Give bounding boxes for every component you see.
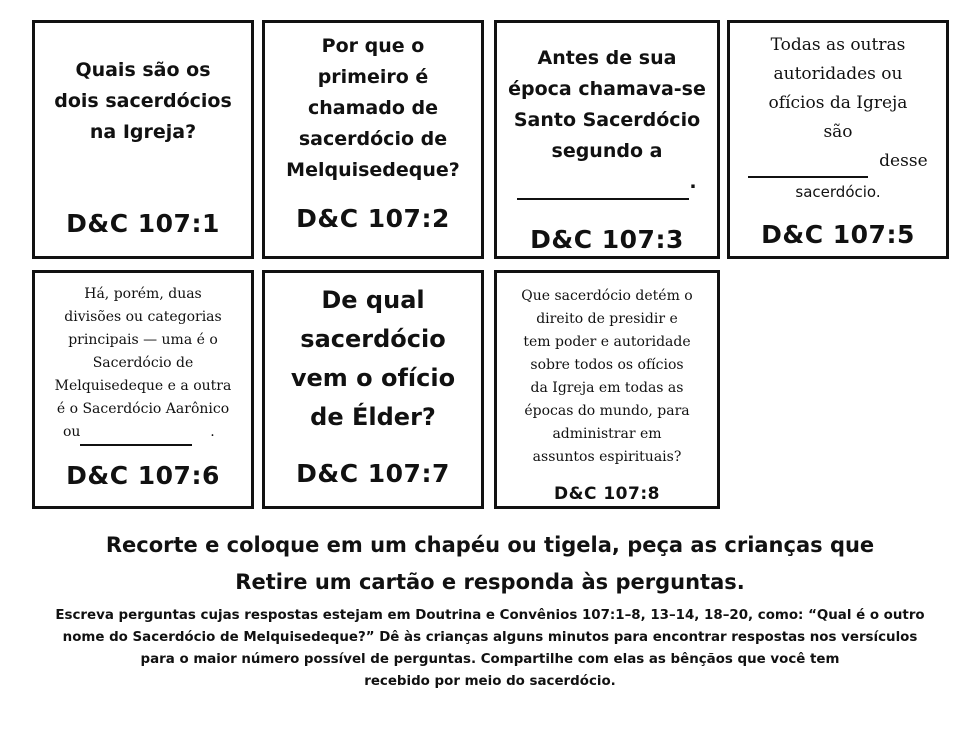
heading-line: Retire um cartão e responda às perguntas. <box>235 570 745 594</box>
question-line: ofícios da Igreja <box>768 93 908 113</box>
body-line: para o maior número possível de perguntas. Compartilhe com elas as bênçãos que você tem <box>140 652 840 667</box>
answer-blank <box>80 421 192 446</box>
question-line: assuntos espirituais? <box>532 449 682 465</box>
question-line: Melquisedeque e a outra <box>54 378 232 394</box>
card-question <box>265 31 481 186</box>
question-line: sobre todos os ofícios <box>530 357 684 373</box>
body-line: recebido por meio do sacerdócio. <box>364 674 616 689</box>
question-card <box>494 270 720 509</box>
scripture-reference: D&C 107:6 <box>66 461 220 490</box>
body-line: nome do Sacerdócio de Melquisedeque?” Dê às crianças alguns minutos para encontrar respostas nos versículos <box>62 630 918 645</box>
instructions-heading <box>0 527 980 601</box>
scripture-reference: D&C 107:8 <box>554 484 660 504</box>
answer-blank-line <box>497 167 717 200</box>
question-line: divisões ou categorias <box>64 309 222 325</box>
question-line: são <box>823 122 853 142</box>
question-card <box>262 270 484 509</box>
question-line: na Igreja? <box>89 121 197 143</box>
question-line: épocas do mundo, para <box>524 403 690 419</box>
question-line: Que sacerdócio detém o <box>521 288 693 304</box>
answer-blank-line <box>35 421 251 446</box>
blank-suffix: . <box>210 424 215 440</box>
question-card <box>727 20 949 259</box>
question-line: primeiro é <box>317 66 429 88</box>
card-question <box>497 43 717 200</box>
question-line: Antes de sua <box>537 47 677 69</box>
question-line: Santo Sacerdócio <box>513 109 701 131</box>
question-card <box>32 20 254 259</box>
card-question <box>497 285 717 469</box>
question-line: sacerdócio de <box>298 128 448 150</box>
card-question <box>730 31 946 207</box>
heading-line: Recorte e coloque em um chapéu ou tigela, peça as crianças que <box>105 533 875 557</box>
question-line: Por que o <box>321 35 425 57</box>
question-line: Quais são os <box>75 59 211 81</box>
question-line: vem o ofício <box>290 364 456 392</box>
question-line: Todas as outras <box>770 35 906 55</box>
question-line: dois sacerdócios <box>54 90 232 112</box>
question-line: é o Sacerdócio Aarônico <box>56 401 230 417</box>
scripture-reference: D&C 107:5 <box>761 220 915 249</box>
question-line: chamado de <box>308 97 438 119</box>
question-card <box>494 20 720 259</box>
scripture-reference: D&C 107:1 <box>66 209 220 238</box>
answer-blank <box>517 167 689 200</box>
question-line: tem poder e autoridade <box>523 334 691 350</box>
question-line: autoridades ou <box>773 64 903 84</box>
question-line: Há, porém, duas <box>84 286 202 302</box>
card-question <box>265 281 481 437</box>
question-line: de Élder? <box>310 403 436 431</box>
card-question <box>35 283 251 446</box>
scripture-reference: D&C 107:2 <box>296 204 450 233</box>
question-line: Sacerdócio de <box>92 355 194 371</box>
answer-blank <box>748 147 868 178</box>
card-question <box>35 55 251 148</box>
question-line: da Igreja em todas as <box>530 380 684 396</box>
question-card <box>32 270 254 509</box>
after-blank-text: desse <box>879 151 928 171</box>
answer-blank-line <box>730 147 946 178</box>
instructions-body <box>0 605 980 693</box>
question-line: época chamava-se <box>508 78 706 100</box>
question-card <box>262 20 484 259</box>
scripture-reference: D&C 107:7 <box>296 459 450 488</box>
question-line: De qual <box>321 286 425 314</box>
question-line: segundo a <box>551 140 663 162</box>
question-line: administrar em <box>552 426 662 442</box>
question-line: principais — uma é o <box>68 332 218 348</box>
blank-prefix: ou <box>63 424 81 440</box>
question-line: Melquisedeque? <box>286 159 460 181</box>
body-line: Escreva perguntas cujas respostas estejam em Doutrina e Convênios 107:1–8, 13–14, 18–20, como: “Qual é o outro <box>55 608 925 623</box>
blank-suffix: . <box>689 171 697 193</box>
question-line: sacerdócio. <box>795 183 881 201</box>
question-line: sacerdócio <box>300 325 446 353</box>
scripture-reference: D&C 107:3 <box>530 225 684 254</box>
question-line: direito de presidir e <box>536 311 678 327</box>
